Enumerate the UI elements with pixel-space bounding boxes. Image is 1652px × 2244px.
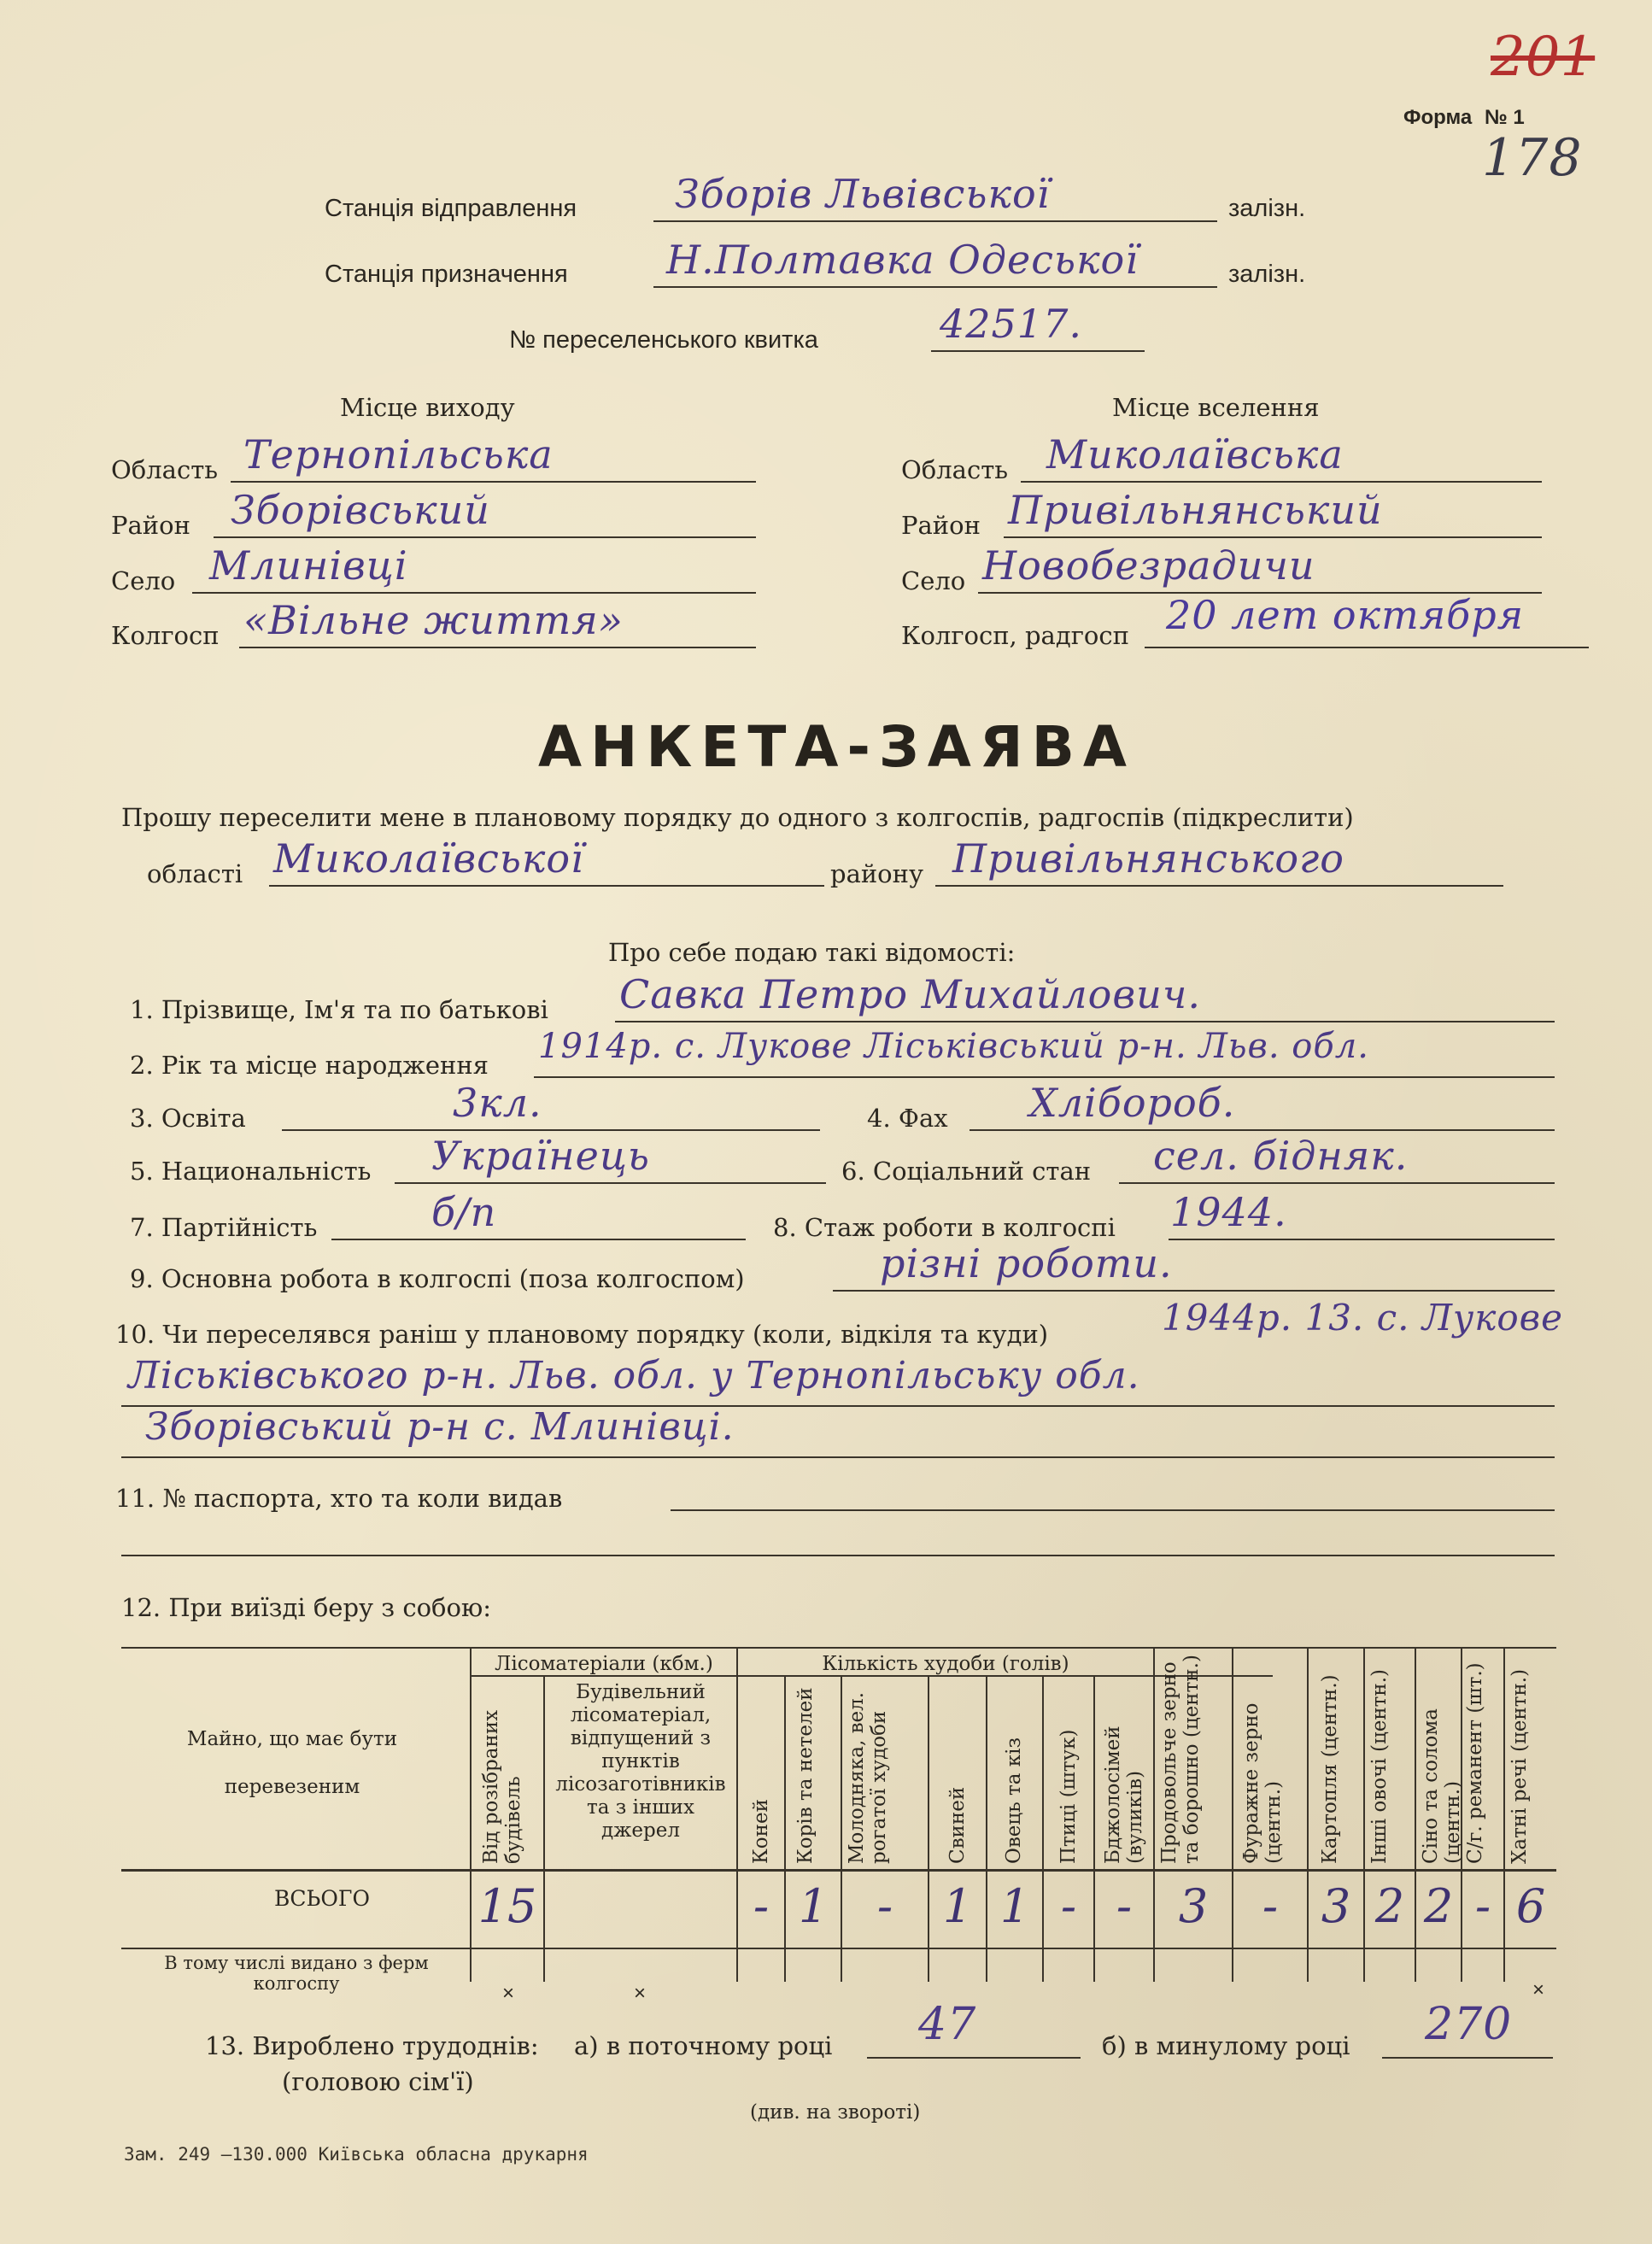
header-property: Майно, що має бути перевезеним: [186, 1728, 398, 1798]
total-tools: -: [1474, 1879, 1491, 1933]
request-oblast-value: Миколаївської: [273, 835, 584, 882]
origin-selo-underline: [192, 592, 756, 594]
total-pigs: 1: [942, 1879, 973, 1933]
destination-raion-underline: [1004, 536, 1542, 538]
total-food-grain: 3: [1178, 1879, 1209, 1933]
field-12-label: 12. При виїзді беру з собою:: [121, 1593, 491, 1622]
table-header-bottom-border: [121, 1869, 1556, 1872]
workdays-current-underline: [867, 2057, 1081, 2059]
header-horses: Коней: [750, 1799, 772, 1864]
destination-kolhosp-value: 20 лет октября: [1166, 592, 1525, 638]
origin-raion-label: Район: [111, 511, 190, 540]
origin-raion-underline: [214, 536, 756, 538]
ticket-label: № переселенського квитка: [509, 326, 818, 354]
origin-selo-value: Млинівці: [209, 542, 408, 589]
request-raion-label: району: [830, 859, 924, 888]
destination-kolhosp-underline: [1145, 647, 1589, 648]
destination-oblast-value: Миколаївська: [1046, 431, 1344, 478]
total-feed-grain: -: [1262, 1879, 1279, 1933]
origin-oblast-underline: [231, 481, 756, 483]
field-3-label: 3. Освіта: [130, 1104, 246, 1133]
row-farm-label: В тому числі видано з ферм колгоспу: [164, 1953, 429, 1994]
field-9-label: 9. Основна робота в колгоспі (поза колгоспом): [130, 1264, 745, 1293]
archive-number: 178: [1482, 128, 1583, 188]
destination-station-label: Станція призначення: [325, 261, 568, 288]
workdays-current-value: 47: [918, 1999, 977, 2050]
table-col-divider: [543, 1675, 545, 1982]
destination-station-underline: [653, 286, 1217, 288]
table-col-divider: [986, 1675, 987, 1982]
request-raion-value: Привільнянського: [952, 835, 1344, 882]
header-cows: Корів та нетелей: [794, 1687, 817, 1864]
field-10-value-3: Зборівський р-н с. Млинівці.: [145, 1405, 735, 1449]
origin-oblast-value: Тернопільська: [243, 431, 554, 478]
total-horses: -: [753, 1879, 770, 1933]
header-pigs: Свиней: [946, 1786, 969, 1864]
ticket-underline: [931, 350, 1145, 352]
footer-printer: Зам. 249 –130.000 Київська обласна друкарня: [124, 2144, 589, 2165]
field-6-underline: [1119, 1182, 1555, 1184]
field-2-value: 1914р. с. Лукове Ліськівський р-н. Льв. обл.: [538, 1027, 1369, 1066]
workdays-sub: (головою сім'ї): [282, 2067, 474, 2096]
destination-raion-label: Район: [901, 511, 981, 540]
total-household: 6: [1515, 1879, 1546, 1933]
field-1-label: 1. Прізвище, Ім'я та по батькові: [130, 995, 548, 1024]
destination-heading: Місце вселення: [1112, 393, 1320, 422]
field-6-label: 6. Соціальний стан: [841, 1157, 1092, 1186]
departure-rail-suffix: залізн.: [1228, 195, 1306, 222]
field-11-label: 11. № паспорта, хто та коли видав: [115, 1484, 563, 1513]
field-5-underline: [395, 1182, 826, 1184]
total-sheep: 1: [999, 1879, 1030, 1933]
workdays-current-label: а) в поточному році: [574, 2031, 833, 2060]
total-dismantled: 15: [477, 1879, 537, 1933]
field-4-label: 4. Фах: [867, 1104, 948, 1133]
header-dismantled: Від розібраних будівель: [480, 1709, 524, 1864]
field-7-underline: [331, 1239, 746, 1240]
footer-turn-note: (див. на звороті): [750, 2101, 921, 2124]
field-3-underline: [282, 1129, 820, 1131]
field-10-label: 10. Чи переселявся раніш у плановому порядку (коли, відкіля та куди): [115, 1320, 1049, 1349]
farm-mark-building: ×: [634, 1982, 647, 2005]
workdays-previous-label: б) в минулому році: [1102, 2031, 1350, 2060]
document-title: АНКЕТА-ЗАЯВА: [538, 714, 1136, 780]
destination-selo-value: Новобезрадичи: [982, 542, 1315, 589]
origin-kolhosp-underline: [239, 647, 756, 648]
header-bees: Бджолосімей (вуликів): [1102, 1725, 1146, 1864]
field-7-value: б/п: [431, 1189, 497, 1235]
field-8-underline: [1169, 1239, 1555, 1240]
origin-kolhosp-value: «Вільне життя»: [243, 597, 624, 643]
origin-kolhosp-label: Колгосп: [111, 621, 220, 650]
table-col-divider: [1042, 1675, 1044, 1982]
field-3-value: 3кл.: [453, 1080, 542, 1126]
total-hay: 2: [1423, 1879, 1454, 1933]
departure-value: Зборів Львівської: [675, 171, 1051, 217]
departure-underline: [653, 220, 1217, 222]
field-9-value: різні роботи.: [880, 1240, 1173, 1286]
field-2-label: 2. Рік та місце народження: [130, 1051, 489, 1080]
farm-mark-household: ×: [1532, 1978, 1545, 2001]
origin-oblast-label: Область: [111, 455, 219, 484]
field-1-value: Савка Петро Михайлович.: [619, 971, 1201, 1017]
header-timber-group: Лісоматеріали (кбм.): [495, 1653, 713, 1675]
info-intro: Про себе подаю такі відомості:: [608, 938, 1016, 967]
field-5-label: 5. Национальність: [130, 1157, 372, 1186]
request-raion-underline: [935, 885, 1503, 887]
form-number: № 1: [1484, 106, 1525, 129]
header-vegetables: Інші овочі (центн.): [1368, 1668, 1391, 1864]
header-hay: Сіно та солома (центн.): [1420, 1708, 1464, 1864]
field-10-value-1: 1944р. 13. с. Лукове: [1162, 1297, 1563, 1339]
origin-heading: Місце виходу: [340, 393, 515, 422]
belongings-table: [121, 1647, 1556, 2005]
field-2-underline: [534, 1076, 1555, 1078]
header-feed-grain: Фуражне зерно (центн.): [1240, 1702, 1285, 1864]
field-9-underline: [833, 1290, 1555, 1292]
origin-selo-label: Село: [111, 566, 176, 595]
field-4-underline: [970, 1129, 1555, 1131]
departure-label: Станція відправлення: [325, 195, 577, 222]
farm-mark-dismantled: ×: [502, 1982, 515, 2005]
workdays-previous-value: 270: [1425, 1999, 1513, 2050]
total-young: -: [876, 1879, 893, 1933]
destination-raion-value: Привільнянський: [1008, 487, 1383, 533]
origin-raion-value: Зборівський: [231, 487, 490, 533]
form-label: [1403, 106, 1525, 130]
table-top-border: [121, 1647, 1556, 1649]
field-10-underline-3: [121, 1456, 1555, 1458]
header-household: Хатні речі (центн.): [1508, 1668, 1531, 1864]
header-livestock-group: Кількість худоби (голів): [822, 1653, 1069, 1675]
table-col-divider: [928, 1675, 929, 1982]
workdays-previous-underline: [1382, 2057, 1553, 2059]
field-10-value-2: Ліськівського р-н. Льв. обл. у Тернопільську обл.: [128, 1354, 1140, 1397]
request-oblast-underline: [269, 885, 824, 887]
request-oblast-label: області: [147, 859, 243, 888]
field-8-label: 8. Стаж роботи в колгоспі: [773, 1213, 1116, 1242]
request-line: Прошу переселити мене в плановому порядку до одного з колгоспів, радгоспів (підкреслити): [121, 803, 1354, 832]
field-1-underline: [615, 1021, 1555, 1022]
field-4-value: Хлібороб.: [1029, 1080, 1236, 1126]
table-col-divider: [841, 1675, 842, 1982]
archive-number-crossed: 201: [1491, 26, 1596, 89]
row-total-label: ВСЬОГО: [274, 1886, 370, 1911]
destination-station-value: Н.Полтавка Одеської: [666, 237, 1139, 283]
header-building-timber: Будівельний лісоматеріал, відпущений з пунктів лісозаготівників та з інших джерел: [555, 1681, 726, 1842]
destination-oblast-underline: [1021, 481, 1542, 483]
total-cows: 1: [798, 1879, 829, 1933]
destination-kolhosp-label: Колгосп, радгосп: [901, 621, 1129, 650]
destination-rail-suffix: залізн.: [1228, 261, 1306, 288]
header-birds: Птиці (штук): [1057, 1729, 1080, 1864]
header-young-cattle: Молодняка, вел. рогатої худоби: [846, 1691, 890, 1864]
field-11-underline: [671, 1509, 1555, 1511]
table-total-row-border: [121, 1948, 1556, 1949]
field-11-underline-2: [121, 1555, 1555, 1556]
form-word: Форма: [1403, 106, 1473, 129]
field-6-value: сел. бідняк.: [1153, 1133, 1409, 1179]
workdays-label: 13. Вироблено трудоднів:: [205, 2031, 539, 2060]
destination-oblast-label: Область: [901, 455, 1009, 484]
total-birds: -: [1060, 1879, 1077, 1933]
field-7-label: 7. Партійність: [130, 1213, 318, 1242]
total-vegetables: 2: [1374, 1879, 1405, 1933]
ticket-value: 42517.: [940, 301, 1082, 347]
header-sheep: Овець та кіз: [1003, 1737, 1025, 1864]
field-5-value: Українець: [431, 1133, 650, 1179]
total-potato: 3: [1321, 1879, 1351, 1933]
header-potato: Картопля (центн.): [1319, 1674, 1341, 1864]
table-col-divider: [1093, 1675, 1095, 1982]
destination-selo-label: Село: [901, 566, 966, 595]
header-food-grain: Продовольче зерно та борошно (центн.): [1158, 1655, 1203, 1864]
header-tools: С/г. реманент (шт.): [1464, 1662, 1486, 1864]
table-col-divider: [784, 1675, 786, 1982]
total-bees: -: [1116, 1879, 1133, 1933]
field-8-value: 1944.: [1170, 1189, 1287, 1235]
